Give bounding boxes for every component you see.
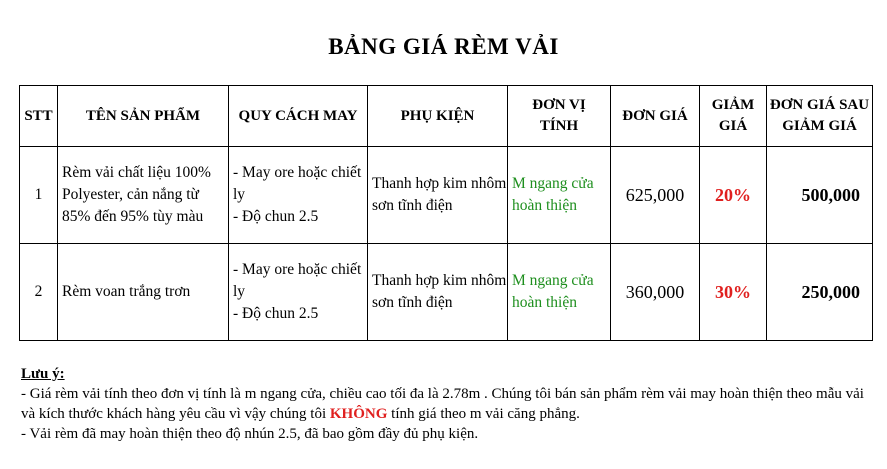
row-product: Rèm vải chất liệu 100% Polyester, cản nắng từ 85% đến 95% tùy màu — [58, 147, 229, 244]
header-price: ĐƠN GIÁ — [611, 86, 700, 147]
row-final-price: 250,000 — [767, 244, 873, 341]
row-final-price: 500,000 — [767, 147, 873, 244]
notes-heading: Lưu ý: — [21, 366, 65, 382]
header-discount-line2: GIÁ — [718, 118, 748, 134]
table-row — [20, 244, 873, 341]
note-line-1 — [21, 384, 871, 424]
note-line-1-end: tính giá theo m vải căng phẳng. — [387, 406, 580, 422]
row-unit: M ngang cửa hoàn thiện — [508, 147, 611, 244]
row-unit: M ngang cửa hoàn thiện — [508, 244, 611, 341]
header-product: TÊN SẢN PHẨM — [58, 86, 229, 147]
page-title: BẢNG GIÁ RÈM VẢI — [328, 34, 559, 59]
row-spec — [229, 244, 368, 341]
header-accessory: PHỤ KIỆN — [368, 86, 508, 147]
row-spec-line2: - Độ chun 2.5 — [233, 305, 319, 322]
row-accessory: Thanh hợp kim nhôm sơn tĩnh điện — [368, 244, 508, 341]
row-spec — [229, 147, 368, 244]
row-price: 360,000 — [611, 244, 700, 341]
header-unit-line2: TÍNH — [539, 118, 579, 134]
row-discount: 30% — [700, 244, 767, 341]
header-discount-line1: GIẢM — [711, 97, 755, 113]
header-final-price — [767, 86, 873, 147]
row-product: Rèm voan trắng trơn — [58, 244, 229, 341]
row-discount: 20% — [700, 147, 767, 244]
row-stt: 2 — [20, 244, 58, 341]
row-spec-line1: - May ore hoặc chiết ly — [233, 261, 362, 300]
row-accessory: Thanh hợp kim nhôm sơn tĩnh điện — [368, 147, 508, 244]
price-table — [19, 85, 873, 341]
row-price: 625,000 — [611, 147, 700, 244]
note-emphasis: KHÔNG — [329, 406, 388, 422]
notes-section — [21, 364, 871, 444]
row-spec-line2: - Độ chun 2.5 — [233, 208, 319, 225]
table-row — [20, 147, 873, 244]
header-unit-line1: ĐƠN VỊ — [532, 97, 586, 113]
header-discount — [700, 86, 767, 147]
header-final-line2: GIẢM GIÁ — [782, 118, 857, 134]
note-line-1-text: - Giá rèm vải tính theo đơn vị tính là m ngang cửa, chiều cao tối đa là 2.78m . Chúng tôi bán sản phẩm rèm vải may hoàn thiện theo mẫu vải và kích thước khách hàng yêu cầu vì vậy chúng tôi — [21, 386, 864, 422]
header-stt: STT — [20, 86, 58, 147]
table-header-row — [20, 86, 873, 147]
header-unit — [508, 86, 611, 147]
header-spec: QUY CÁCH MAY — [229, 86, 368, 147]
header-final-line1: ĐƠN GIÁ SAU — [769, 97, 870, 113]
row-stt: 1 — [20, 147, 58, 244]
note-line-2: - Vải rèm đã may hoàn thiện theo độ nhún 2.5, đã bao gồm đầy đủ phụ kiện. — [21, 426, 479, 442]
row-spec-line1: - May ore hoặc chiết ly — [233, 164, 362, 203]
